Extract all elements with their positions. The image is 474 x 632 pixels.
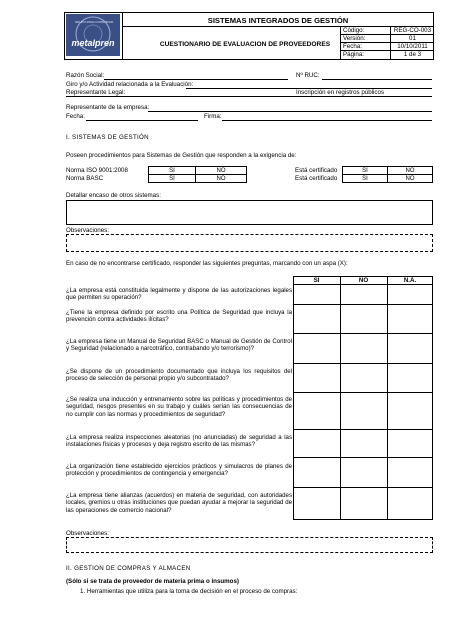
meta-value-codigo: REG-CO-003 xyxy=(393,27,432,34)
question-8: ¿La empresa tiene alianzas (acuerdos) en materia de seguridad, con autoridades locales, gremios u otras instituciones que puedan ayudar a mejorar la seguridad de las operaciones de comercio nacional? xyxy=(66,492,292,514)
questions-table xyxy=(293,276,433,520)
section-1-title: I. SISTEMAS DE GESTIÓN xyxy=(66,134,149,141)
observaciones-box[interactable] xyxy=(66,234,433,252)
razon-social-label: Razón Social: xyxy=(66,72,105,79)
other-systems-box[interactable] xyxy=(66,200,433,225)
table-col-line-1 xyxy=(340,276,341,520)
column-header-no: NO xyxy=(358,277,369,284)
norm-basc-si-box[interactable]: SI xyxy=(148,174,196,183)
other-systems-label: Detallar encaso de otros sistemas: xyxy=(66,192,161,199)
column-header-na: N.A. xyxy=(403,277,417,284)
question-6: ¿La empresa realiza inspecciones aleatorias (no anunciadas) de seguridad a las instalaciones físicas y procesos y deja registro escrito de las mismas? xyxy=(66,434,292,449)
meta-divider-1 xyxy=(340,26,341,60)
table-row-line xyxy=(293,392,433,393)
observaciones-2-box[interactable] xyxy=(66,537,433,553)
meta-label-codigo: Código: xyxy=(343,27,365,34)
ruc-label: Nº RUC: xyxy=(296,72,320,79)
ruc-field[interactable] xyxy=(322,79,432,80)
table-row-line xyxy=(293,333,433,334)
norm-basc-cert-label: Está certificado xyxy=(295,175,338,182)
firma-field[interactable] xyxy=(222,120,432,121)
norm-iso-no-box[interactable]: NO xyxy=(195,166,247,175)
question-1: ¿La empresa está constituida legalmente y dispone de las autorizaciones legales que permiten su operación? xyxy=(66,287,292,302)
section-2-subtitle: (Sólo si se trata de proveedor de materia prima o insumos) xyxy=(66,578,239,585)
question-5: ¿Se realiza una inducción y entrenamiento sobre las políticas y procedimientos de seguridad, riesgos presentes en su trabajo y cuáles serían las consecuencias de no cumplir con las normas y procedimientos de seguridad? xyxy=(66,396,292,418)
representante-legal-field[interactable] xyxy=(66,96,432,97)
question-2: ¿Tiene la empresa definido por escrito una Política de Seguridad que incluya la prevención contra actividades ilícitas? xyxy=(66,309,292,324)
firma-label: Firma: xyxy=(204,113,222,120)
section-2-item-1: 1. Herramientas que utiliza para la toma de decisión en el proceso de compras: xyxy=(80,588,298,595)
meta-label-version: Versión: xyxy=(343,35,366,42)
norm-iso-si-box[interactable]: SI xyxy=(148,166,196,175)
question-4: ¿Se dispone de un procedimiento documentado que incluya los requisitos del proceso de selección de personal propio y/o subcontratado? xyxy=(66,368,292,383)
razon-social-field[interactable] xyxy=(104,79,288,80)
meta-label-pagina: Página: xyxy=(343,51,364,58)
norm-iso-cert-si-box[interactable]: SI xyxy=(342,166,388,175)
observaciones-2-label: Observaciones: xyxy=(66,530,109,537)
logo-arc-text: GRUPO PARA CONSTRUIR xyxy=(74,20,114,24)
question-7: ¿La organización tiene establecido ejercicios prácticos y simulacros de planes de protección y procedimientos de contingencia y emergencia? xyxy=(66,463,292,478)
representante-empresa-field[interactable] xyxy=(148,111,432,112)
norm-iso-cert-label: Está certificado xyxy=(295,167,338,174)
inscripcion-label: Inscripción en registros públicos xyxy=(296,89,385,96)
table-row-line xyxy=(293,363,433,364)
observaciones-label: Observaciones: xyxy=(66,227,109,234)
table-row-line xyxy=(293,457,433,458)
table-row-line xyxy=(293,304,433,305)
section-1-intro: Poseen procedimientos para Sistemas de Gestión que responden a la exigencia de: xyxy=(66,152,297,159)
header-title-divider xyxy=(122,26,434,27)
norm-basc-no-box[interactable]: NO xyxy=(195,174,247,183)
norm-iso-cert-no-box[interactable]: NO xyxy=(387,166,433,175)
representante-empresa-label: Representante de la empresa: xyxy=(66,104,150,111)
fecha-label: Fecha: xyxy=(66,113,85,120)
section-2-title: II. GESTION DE COMPRAS Y ALMACEN xyxy=(66,565,191,572)
fecha-field[interactable] xyxy=(86,120,198,121)
table-header-line xyxy=(293,284,433,285)
table-row-line xyxy=(293,487,433,488)
column-header-si: SI xyxy=(313,277,320,284)
norm-basc-cert-no-box[interactable]: NO xyxy=(387,174,433,183)
representante-legal-label: Representante Legal: xyxy=(66,89,126,96)
meta-value-fecha: 10/10/2011 xyxy=(397,43,428,50)
instruction-text: En caso de no encontrarse certificado, responder las siguientes preguntas, marcando con un aspa (X): xyxy=(66,260,348,267)
system-title: SISTEMAS INTEGRADOS DE GESTIÓN xyxy=(207,16,349,25)
table-col-line-2 xyxy=(387,276,388,520)
document-title: CUESTIONARIO DE EVALUACION DE PROVEEDORES xyxy=(159,41,331,48)
norm-basc-cert-si-box[interactable]: SI xyxy=(342,174,388,183)
question-3: ¿La empresa tiene un Manual de Seguridad BASC o Manual de Gestión de Control y Seguridad (relacionado a narcotráfico, contrabando y/o terrorismo)? xyxy=(66,338,292,353)
norm-name-iso: Norma ISO 9001:2008 xyxy=(66,167,128,174)
table-row-line xyxy=(293,429,433,430)
meta-label-fecha: Fecha: xyxy=(343,43,362,50)
giro-label: Giro y/o Actividad relacionada a la Evaluación: xyxy=(66,81,194,88)
meta-value-pagina: 1 de 3 xyxy=(403,51,422,58)
norm-name-basc: Norma BASC xyxy=(66,175,104,182)
logo-wordmark: metalpren xyxy=(71,38,115,48)
meta-value-version: 01 xyxy=(409,35,416,42)
company-logo xyxy=(66,14,120,56)
